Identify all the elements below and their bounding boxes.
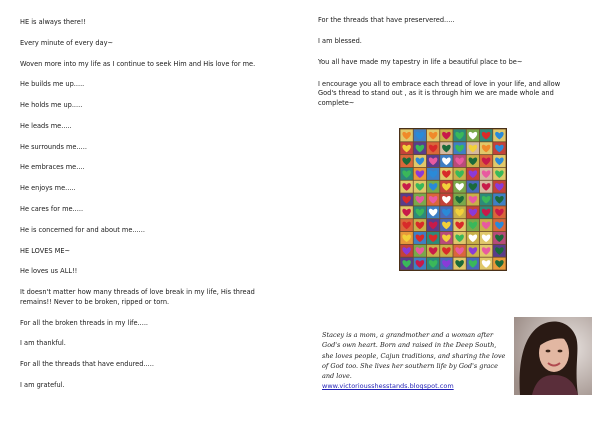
paragraph: It doesn't matter how many threads of love break in my life, His thread remains!! Never to be broken, ripped or torn. [20,288,255,306]
portrait-graphic [514,317,592,395]
paragraph: He leads me..... [20,121,72,130]
paragraph: Woven more into my life as I continue to seek Him and His love for me. [20,59,256,68]
author-photo [514,317,592,395]
paragraph: HE LOVES ME~ [20,246,71,255]
quilt-hearts-graphic [400,129,506,270]
right-text-column [318,16,580,120]
paragraph: For all the threads that have endured..... [20,360,154,369]
paragraph: For all the broken threads in my life..... [20,318,149,327]
paragraph: He cares for me..... [20,205,84,214]
paragraph: HE is always there!! [20,18,87,26]
paragraph: He embraces me.... [20,163,85,172]
blog-link[interactable]: www.victoriousshesstands.blogspot.com [322,382,454,391]
paragraph: He holds me up..... [20,101,83,110]
heart-quilt-image [399,128,507,271]
bio-text: Stacey is a mom, a grandmother and a woman after God's own heart. Born and raised in the Deep South, she loves people, Cajun traditions, and sharing the love of God too. She lives her southern life by God's grace and love. [322,331,506,381]
paragraph: I encourage you all to embrace each thread of love in your life, and allow God's thread to stand out , as it is through him we are made whole and complete~ [318,79,561,107]
author-bio [322,330,506,392]
left-text-column [20,18,282,402]
paragraph: He is concerned for and about me...... [20,225,145,234]
paragraph: I am blessed. [318,37,362,46]
paragraph: Every minute of every day~ [20,38,114,47]
paragraph: He surrounds me..... [20,142,87,151]
paragraph: I am thankful. [20,339,66,348]
paragraph: For the threads that have preservered..... [318,16,455,24]
paragraph: He enjoys me..... [20,184,76,193]
paragraph: I am grateful. [20,380,65,389]
paragraph: He loves us ALL!! [20,267,78,276]
paragraph: He builds me up..... [20,80,85,89]
paragraph: You all have made my tapestry in life a beautiful place to be~ [318,58,523,67]
